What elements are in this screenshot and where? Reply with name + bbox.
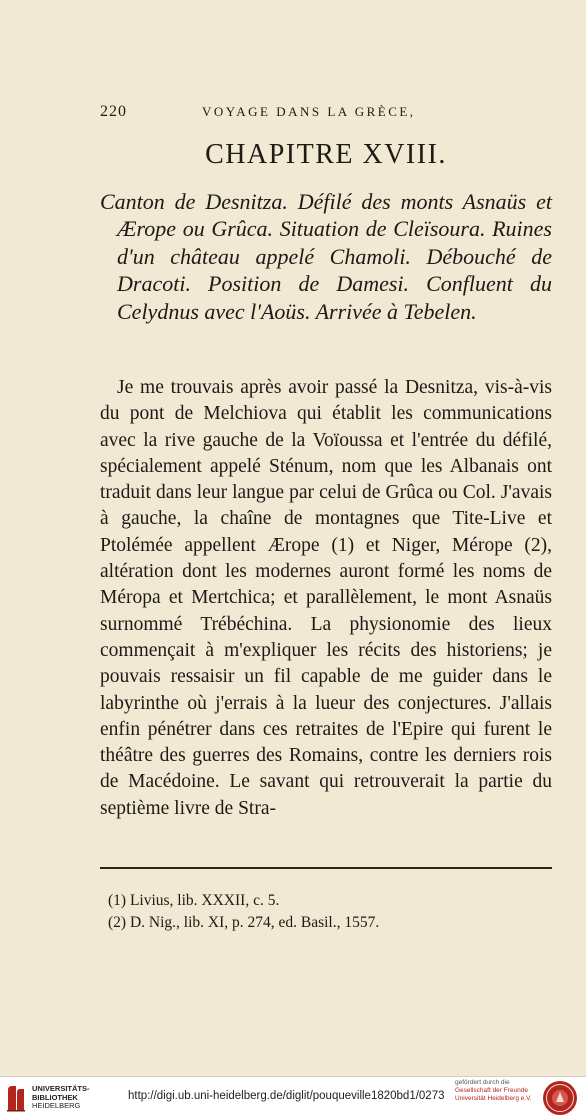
body-paragraph: Je me trouvais après avoir passé la Desnitza, vis-à-vis du pont de Melchiova qui établit les communications avec la rive gauche de la Voïoussa et l'entrée du défilé, spécialement appelé Sténum, nom que les Albanais ont traduit dans leur langue par celui de Grûca ou Col. J'avais à gauche, la chaîne de montagnes que Tite-Live et Ptolémée appellent Ærope (1) et Niger, Mérope (2), altération dont les modernes auront formé les noms de Méropa et Mertchica; et parallèlement, le mont Asnaüs surnommé Trébéchina. La physionomie des lieux commençait à m'expliquer les récits des historiens; je pouvais ressaisir un fil capable de me guider dans le labyrinthe où j'errais à la lueur des conjectures. J'allais enfin pénétrer dans ces retraites de l'Epire qui furent le théâtre des guerres des Romains, contre les derniers rois de Macédoine. Le savant qui retrouverait la partie du septième livre de Stra- (100, 377, 552, 819)
footnote-divider (100, 867, 552, 869)
footnotes (108, 890, 548, 934)
chapter-title: CHAPITRE XVIII. (205, 139, 447, 170)
library-name-line-2: BIBLIOTHEK (32, 1092, 78, 1102)
sponsor-line-2: Gesellschaft der Freunde (455, 1087, 528, 1094)
chapter-summary: Canton de Desnitza. Défilé des monts Asnaüs et Ærope ou Grûca. Situation de Cleïsoura. Ruines d'un château appelé Chamoli. Débouché de Dracoti. Position de Damesi. Confluent du Celydnus avec l'Aoüs. Arrivée à Tebelen. (100, 189, 552, 324)
footnote-2: (2) D. Nig., lib. XI, p. 274, ed. Basil., 1557. (108, 914, 380, 931)
viewer-footer (0, 1076, 586, 1119)
library-logo-icon[interactable] (5, 1084, 27, 1112)
sponsor-line-3: Universität Heidelberg e.V. (455, 1095, 532, 1102)
sponsor-line-1: gefördert durch die (455, 1079, 510, 1086)
library-name-line-1: UNIVERSITÄTS- (32, 1084, 90, 1093)
page-header (100, 103, 552, 125)
permalink-url[interactable]: http://digi.ub.uni-heidelberg.de/diglit/pouqueville1820bd1/0273 (128, 1090, 445, 1102)
library-name (32, 1085, 90, 1111)
university-seal-icon[interactable] (542, 1080, 578, 1116)
running-title: VOYAGE DANS LA GRÈCE, (202, 104, 416, 119)
sponsor-note (455, 1079, 532, 1103)
footnote-1: (1) Livius, lib. XXXII, c. 5. (108, 892, 280, 909)
library-name-line-3: HEIDELBERG (32, 1101, 81, 1110)
page-number: 220 (100, 103, 127, 120)
